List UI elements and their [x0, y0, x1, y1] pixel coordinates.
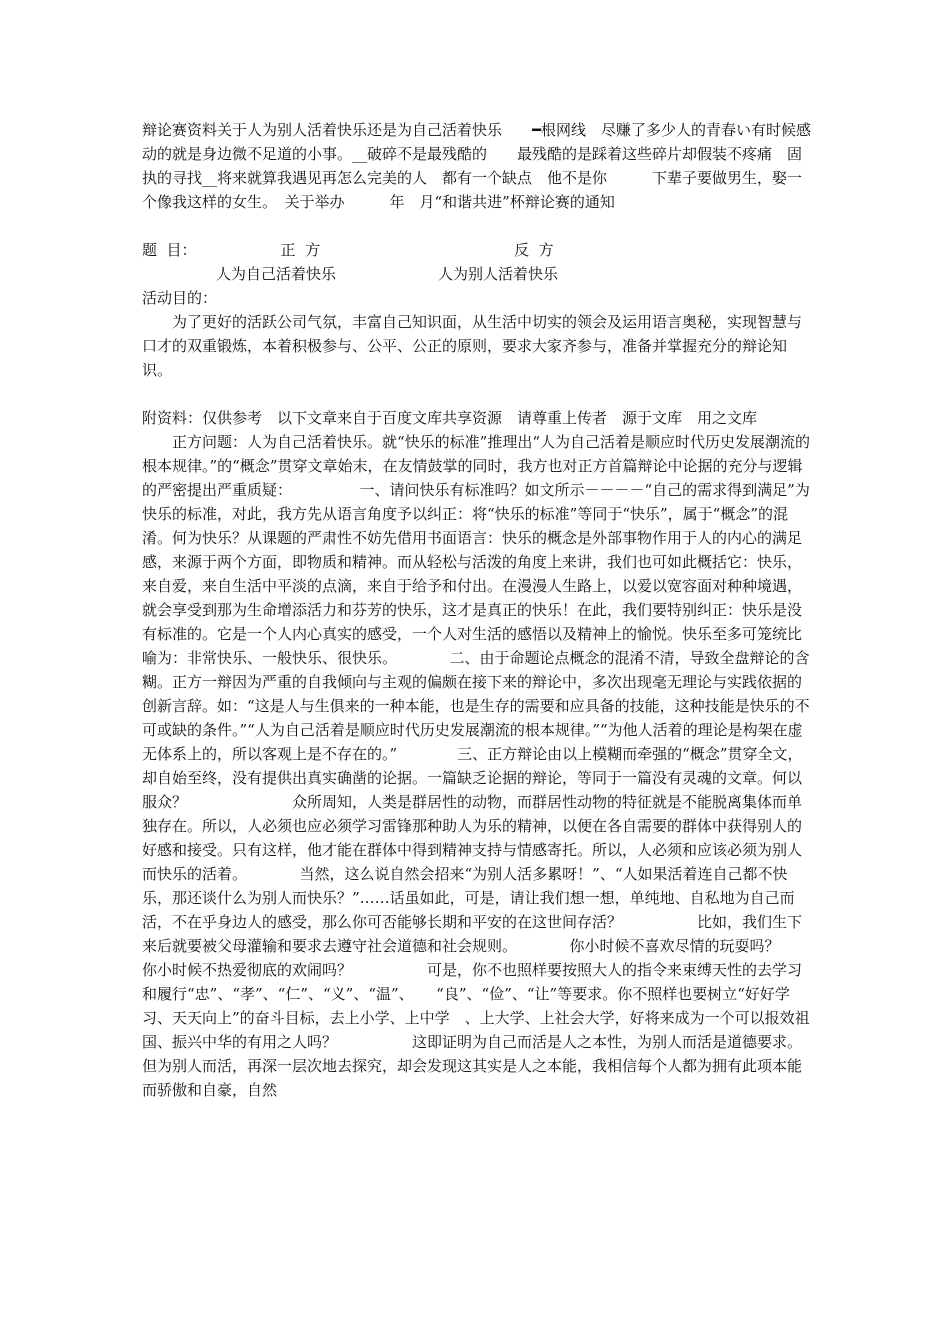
- document-header: 辩论赛资料关于人为别人活着快乐还是为自己活着快乐 ━根网线 尽赚了多少人的青春い有时候感动的就是身边微不足道的小事。__破碎不是最残酷的 最残酷的是踩着这些碎片却假装不疼痛 固执的寻找__将来就算我遇见再怎么完美的人 都有一个缺点 他不是你 下辈子要做男生，娶一个像我这样的女生。 关于举办 年 月“和谐共进”杯辩论赛的通知: [142, 121, 812, 211]
- document-page: [142, 118, 855, 1102]
- pro-side-topic: 人为自己活着快乐: [216, 265, 337, 283]
- appendix-body: 正方问题：人为自己活着快乐。就“快乐的标准”推理出“人为自己活着是顺应时代历史发展潮流的根本规律。”的“概念”贯穿文章始末，在友情鼓掌的同时，我方也对正方首篇辩论中论据的充分与逻辑的严密提出严重质疑： 一、请问快乐有标准吗？如文所示－－－－“自己的需求得到满足”为快乐的标准，对此，我方先从语言角度予以纠正：将“快乐的标准”等同于“快乐”，属于“概念”的混淆。何为快乐？从课题的严肃性不妨先借用书面语言：快乐的概念是外部事物作用于人的内心的满足感，来源于两个方面，即物质和精神。而从轻松与活泼的角度上来讲，我们也可如此概括它：快乐，来自爱，来自生活中平淡的点滴，来自于给予和付出。在漫漫人生路上，以爱以宽容面对种种境遇，就会享受到那为生命增添活力和芬芳的快乐，这才是真正的快乐！在此，我们要特别纠正：快乐是没有标准的。它是一个人内心真实的感受，一个人对生活的感悟以及精神上的愉悦。快乐至多可笼统比喻为：非常快乐、一般快乐、很快乐。 二、由于命题论点概念的混淆不清，导致全盘辩论的含糊。正方一辩因为严重的自我倾向与主观的偏颇在接下来的辩论中，多次出现毫无理论与实践依据的创新言辞。如：“这是人与生俱来的一种本能，也是生存的需要和应具备的技能，这种技能是快乐的不可或缺的条件。”“人为自己活着是顺应时代历史发展潮流的根本规律。”“为他人活着的理论是构架在虚无体系上的，所以客观上是不存在的。” 三、正方辩论由以上模糊而牵强的“概念”贯穿全文，却自始至终，没有提供出真实确凿的论据。一篇缺乏论据的辩论，等同于一篇没有灵魂的文章。何以服众？ 众所周知，人类是群居性的动物，而群居性动物的特征就是不能脱离集体而单独存在。所以，人必须也应必须学习雷锋那种助人为乐的精神，以便在各自需要的群体中获得别人的好感和接受。只有这样，他才能在群体中得到精神支持与情感寄托。所以，人必须和应该必须为别人而快乐的活着。 当然，这么说自然会招来“为别人活多累呀！”、“人如果活着连自己都不快乐，那还谈什么为别人而快乐？”……话虽如此，可是，请让我们想一想，单纯地、自私地为自己而活，不在乎身边人的感受，那么你可否能够长期和平安的在这世间存活？ 比如，我们生下来后就要被父母灌输和要求去遵守社会道德和社会规则。 你小时候不喜欢尽情的玩耍吗？ 你小时候不热爱彻底的欢闹吗？ 可是，你不也照样要按照大人的指令来束缚天性的去学习和履行“忠”、“孝”、“仁”、“义”、“温”、 “良”、“俭”、“让”等要求。你不照样也要树立“好好学习、天天向上”的奋斗目标，去上小学、上中学 、上大学、上社会大学，好将来成为一个可以报效祖国、振兴中华的有用之人吗？ 这即证明为自己而活是人之本性，为别人而活是道德要求。 但为别人而活，再深一层次地去探究，却会发现这其实是人之本能，我相信每个人都为拥有此项本能而骄傲和自豪，自然: [142, 433, 855, 1099]
- con-side-topic: 人为别人活着快乐: [438, 265, 559, 283]
- topic-text-row: [142, 262, 814, 286]
- pro-side-label: 正 方: [280, 241, 321, 259]
- con-side-label: 反 方: [514, 241, 554, 259]
- appendix-note: 附资料：仅供参考 以下文章来自于百度文库共享资源 请尊重上传者 源于文库 用之文库: [142, 409, 758, 427]
- purpose-label: 活动目的：: [142, 289, 218, 307]
- topic-section: [142, 238, 814, 286]
- purpose-text: 为了更好的活跃公司气氛，丰富自己知识面，从生活中切实的领会及运用语言奥秘，实现智慧与口才的双重锻炼，本着积极参与、公平、公正的原则，要求大家齐参与，准备并掌握充分的辩论知识。: [142, 313, 803, 379]
- topic-label: 题 目：: [142, 241, 197, 259]
- topic-label-row: [142, 238, 814, 262]
